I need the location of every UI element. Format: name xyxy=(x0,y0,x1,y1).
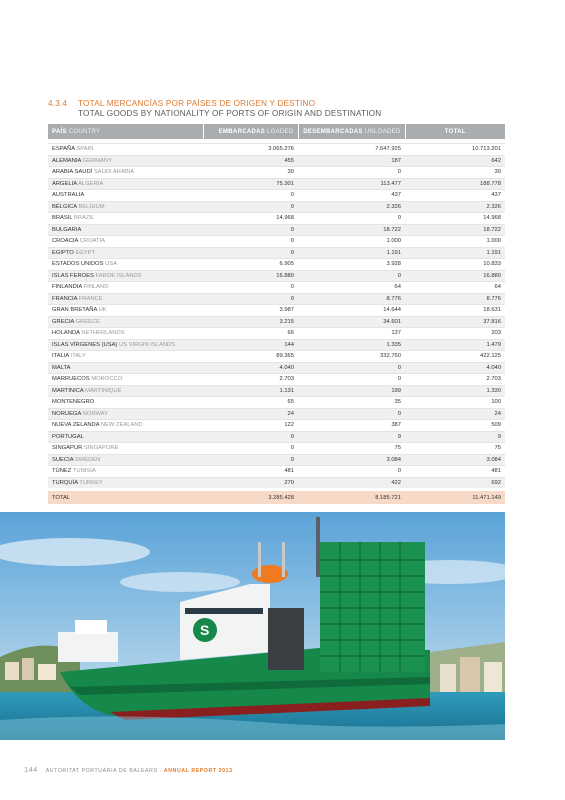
section-number: 4.3.4 xyxy=(48,99,68,108)
loaded-cell: 75.301 xyxy=(203,178,298,190)
unloaded-cell: 0 xyxy=(298,213,405,225)
loaded-cell: 30 xyxy=(203,167,298,179)
total-cell: 481 xyxy=(405,466,505,478)
loaded-cell: 481 xyxy=(203,466,298,478)
table-row xyxy=(48,224,505,236)
table-row xyxy=(48,420,505,432)
loaded-cell: 66 xyxy=(203,328,298,340)
country-cell: FINLANDIA FINLAND xyxy=(48,282,203,294)
table-row xyxy=(48,236,505,248)
unloaded-cell: 437 xyxy=(298,190,405,202)
country-cell: GRAN BRETAÑA UK xyxy=(48,305,203,317)
table-row xyxy=(48,293,505,305)
loaded-cell: 3.215 xyxy=(203,316,298,328)
loaded-cell: 0 xyxy=(203,454,298,466)
country-cell: TÚNEZ TUNISIA xyxy=(48,466,203,478)
unloaded-cell: 7.647.925 xyxy=(298,144,405,156)
unloaded-cell: 18.722 xyxy=(298,224,405,236)
country-cell: ISLAS FEROES FAROE ISLANDS xyxy=(48,270,203,282)
table-row xyxy=(48,178,505,190)
country-cell: SINGAPUR SINGAPORE xyxy=(48,443,203,455)
country-cell: NORUEGA NORWAY xyxy=(48,408,203,420)
total-cell: 10.713.201 xyxy=(405,144,505,156)
loaded-cell: 89.365 xyxy=(203,351,298,363)
unloaded-cell: 1.000 xyxy=(298,236,405,248)
country-cell: PORTUGAL xyxy=(48,431,203,443)
table-row xyxy=(48,408,505,420)
total-cell: 9 xyxy=(405,431,505,443)
total-cell: 1.479 xyxy=(405,339,505,351)
table-row xyxy=(48,328,505,340)
country-cell: SUECIA SWEDEN xyxy=(48,454,203,466)
country-cell: AUSTRALIA xyxy=(48,190,203,202)
country-cell: ISLAS VÍRGENES (USA) US VIRGIN ISLANDS xyxy=(48,339,203,351)
loaded-cell: 144 xyxy=(203,339,298,351)
section-title-es: 4.3.4 TOTAL MERCANCÍAS POR PAÍSES DE ORIGEN Y DESTINO xyxy=(48,99,316,108)
unloaded-cell: 8.776 xyxy=(298,293,405,305)
total-cell: 8.776 xyxy=(405,293,505,305)
page-footer: 144 AUTORITAT PORTUÀRIA DE BALEARS · ANNUAL REPORT 2013 xyxy=(24,765,233,774)
table-row xyxy=(48,397,505,409)
table-row xyxy=(48,385,505,397)
loaded-cell: 24 xyxy=(203,408,298,420)
loaded-cell: 3.987 xyxy=(203,305,298,317)
country-cell: ITALIA ITALY xyxy=(48,351,203,363)
unloaded-cell: 0 xyxy=(298,374,405,386)
total-cell: 203 xyxy=(405,328,505,340)
table-row xyxy=(48,270,505,282)
section-title-en: TOTAL GOODS BY NATIONALITY OF PORTS OF ORIGIN AND DESTINATION xyxy=(78,109,382,118)
unloaded-cell: 35 xyxy=(298,397,405,409)
country-cell: GRECIA GREECE xyxy=(48,316,203,328)
country-cell: TURQUÍA TURKEY xyxy=(48,477,203,490)
loaded-cell: 0 xyxy=(203,201,298,213)
total-row xyxy=(48,490,505,505)
loaded-cell: 0 xyxy=(203,247,298,259)
total-cell: 1.191 xyxy=(405,247,505,259)
total-cell: 3.084 xyxy=(405,454,505,466)
loaded-cell: 0 xyxy=(203,190,298,202)
unloaded-cell: 422 xyxy=(298,477,405,490)
unloaded-cell: 0 xyxy=(298,466,405,478)
total-cell: 18.722 xyxy=(405,224,505,236)
total-cell: 100 xyxy=(405,397,505,409)
loaded-cell: 0 xyxy=(203,293,298,305)
table-row xyxy=(48,351,505,363)
table-row xyxy=(48,339,505,351)
unloaded-cell: 3.928 xyxy=(298,259,405,271)
table-header-row xyxy=(48,124,505,139)
table-row xyxy=(48,190,505,202)
table-row xyxy=(48,247,505,259)
country-cell: ESTADOS UNIDOS USA xyxy=(48,259,203,271)
header-loaded: EMBARCADAS LOADED xyxy=(203,124,298,139)
loaded-cell: 4.040 xyxy=(203,362,298,374)
total-loaded: 3.285.428 xyxy=(203,490,298,505)
total-cell: 18.631 xyxy=(405,305,505,317)
total-cell: 75 xyxy=(405,443,505,455)
table-row xyxy=(48,144,505,156)
unloaded-cell: 137 xyxy=(298,328,405,340)
unloaded-cell: 187 xyxy=(298,155,405,167)
total-cell: 422.125 xyxy=(405,351,505,363)
svg-text:S: S xyxy=(200,622,210,638)
table-row xyxy=(48,362,505,374)
total-cell: 10.833 xyxy=(405,259,505,271)
loaded-cell: 0 xyxy=(203,282,298,294)
total-cell: 1.330 xyxy=(405,385,505,397)
loaded-cell: 1.131 xyxy=(203,385,298,397)
loaded-cell: 65 xyxy=(203,397,298,409)
unloaded-cell: 332.760 xyxy=(298,351,405,363)
goods-by-country-table xyxy=(48,124,505,504)
loaded-cell: 14.968 xyxy=(203,213,298,225)
country-cell: MARRUECOS MOROCCO xyxy=(48,374,203,386)
country-cell: MARTINICA MARTINIQUE xyxy=(48,385,203,397)
unloaded-cell: 113.477 xyxy=(298,178,405,190)
unloaded-cell: 2.326 xyxy=(298,201,405,213)
unloaded-cell: 199 xyxy=(298,385,405,397)
country-cell: ESPAÑA SPAIN xyxy=(48,144,203,156)
loaded-cell: 16.880 xyxy=(203,270,298,282)
total-cell: 2.326 xyxy=(405,201,505,213)
unloaded-cell: 1.335 xyxy=(298,339,405,351)
total-cell: 64 xyxy=(405,282,505,294)
table-row xyxy=(48,466,505,478)
loaded-cell: 0 xyxy=(203,236,298,248)
table-row xyxy=(48,155,505,167)
country-cell: BULGARIA xyxy=(48,224,203,236)
grand-total: 11.471.149 xyxy=(405,490,505,505)
unloaded-cell: 0 xyxy=(298,362,405,374)
total-cell: 16.880 xyxy=(405,270,505,282)
loaded-cell: 0 xyxy=(203,443,298,455)
table-row xyxy=(48,374,505,386)
ro-ro-ship-image xyxy=(0,512,505,740)
table-row xyxy=(48,282,505,294)
table-row xyxy=(48,431,505,443)
table-row xyxy=(48,477,505,490)
unloaded-cell: 387 xyxy=(298,420,405,432)
unloaded-cell: 34.601 xyxy=(298,316,405,328)
country-cell: FRANCIA FRANCE xyxy=(48,293,203,305)
loaded-cell: 0 xyxy=(203,431,298,443)
header-unloaded: DESEMBARCADAS UNLOADED xyxy=(298,124,405,139)
total-cell: 642 xyxy=(405,155,505,167)
unloaded-cell: 0 xyxy=(298,408,405,420)
unloaded-cell: 1.191 xyxy=(298,247,405,259)
table-row xyxy=(48,201,505,213)
country-cell: BÉLGICA BELGIUM xyxy=(48,201,203,213)
loaded-cell: 270 xyxy=(203,477,298,490)
table-row xyxy=(48,316,505,328)
unloaded-cell: 64 xyxy=(298,282,405,294)
total-label: TOTAL xyxy=(48,490,203,505)
unloaded-cell: 75 xyxy=(298,443,405,455)
country-cell: HOLANDA NETHERLANDS xyxy=(48,328,203,340)
country-cell: EGIPTO EGYPT xyxy=(48,247,203,259)
header-country: PAÍS COUNTRY xyxy=(48,124,203,139)
total-cell: 437 xyxy=(405,190,505,202)
unloaded-cell: 0 xyxy=(298,167,405,179)
unloaded-cell: 0 xyxy=(298,270,405,282)
ship-photo xyxy=(0,512,505,740)
header-total: TOTAL xyxy=(405,124,505,139)
loaded-cell: 6.905 xyxy=(203,259,298,271)
total-unloaded: 8.185.721 xyxy=(298,490,405,505)
unloaded-cell: 14.644 xyxy=(298,305,405,317)
table-row xyxy=(48,259,505,271)
table-row xyxy=(48,167,505,179)
country-cell: MALTA xyxy=(48,362,203,374)
country-cell: BRASIL BRAZIL xyxy=(48,213,203,225)
page-number: 144 xyxy=(24,765,38,774)
unloaded-cell: 9 xyxy=(298,431,405,443)
total-cell: 24 xyxy=(405,408,505,420)
publisher-name: AUTORITAT PORTUÀRIA DE BALEARS xyxy=(45,768,158,774)
country-cell: NUEVA ZELANDA NEW ZEALAND xyxy=(48,420,203,432)
total-cell: 1.000 xyxy=(405,236,505,248)
table-row xyxy=(48,454,505,466)
country-cell: MONTENEGRO xyxy=(48,397,203,409)
country-cell: CROACIA CROATIA xyxy=(48,236,203,248)
report-name: ANNUAL REPORT 2013 xyxy=(163,768,233,774)
total-cell: 4.040 xyxy=(405,362,505,374)
total-cell: 14.968 xyxy=(405,213,505,225)
table-row xyxy=(48,443,505,455)
country-cell: ARABIA SAUDÍ SAUDI ARABIA xyxy=(48,167,203,179)
total-cell: 30 xyxy=(405,167,505,179)
unloaded-cell: 3.084 xyxy=(298,454,405,466)
loaded-cell: 3.065.276 xyxy=(203,144,298,156)
total-cell: 37.816 xyxy=(405,316,505,328)
country-cell: ALEMANIA GERMANY xyxy=(48,155,203,167)
total-cell: 2.703 xyxy=(405,374,505,386)
total-cell: 509 xyxy=(405,420,505,432)
loaded-cell: 455 xyxy=(203,155,298,167)
total-cell: 692 xyxy=(405,477,505,490)
total-cell: 188.778 xyxy=(405,178,505,190)
loaded-cell: 0 xyxy=(203,224,298,236)
section-heading xyxy=(48,99,518,119)
country-cell: ARGELIA ALGERIA xyxy=(48,178,203,190)
table-row xyxy=(48,305,505,317)
table-row xyxy=(48,213,505,225)
loaded-cell: 2.703 xyxy=(203,374,298,386)
loaded-cell: 122 xyxy=(203,420,298,432)
